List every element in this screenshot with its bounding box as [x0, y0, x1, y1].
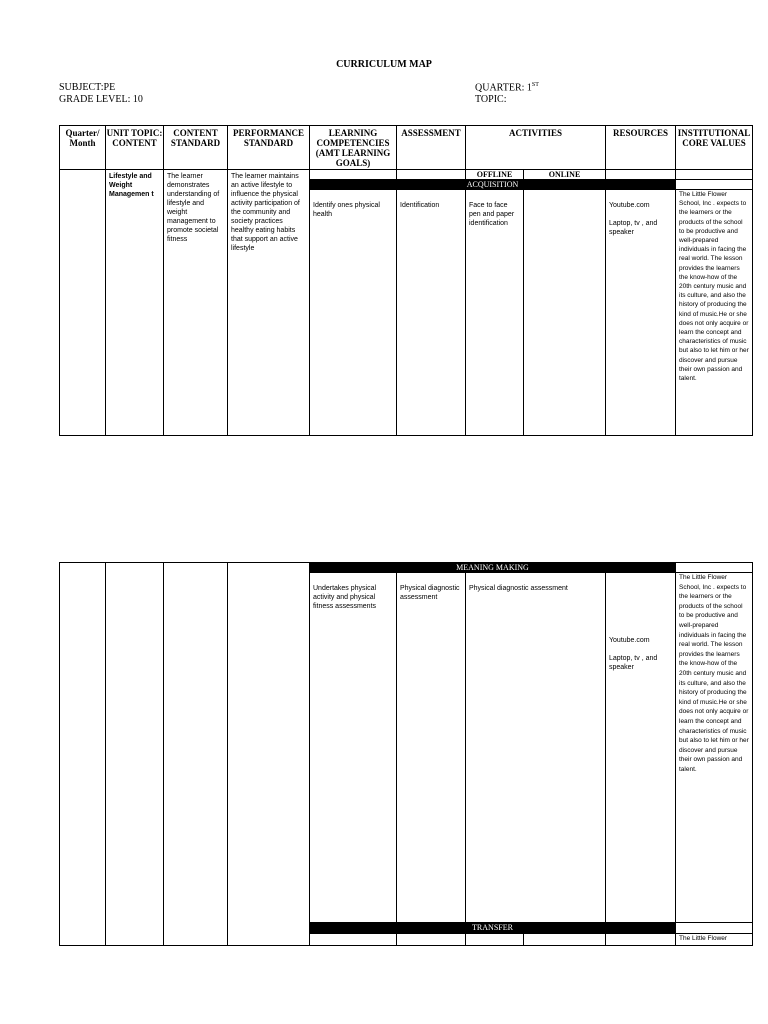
core-values-bar-blank-2 — [676, 563, 753, 573]
meaning-making-row — [60, 563, 753, 573]
header-learning-competencies: LEARNING COMPETENCIES (AMT LEARNING GOALS) — [310, 126, 397, 170]
subject-label: SUBJECT:PE — [59, 82, 116, 93]
assessment-cell-3 — [397, 934, 466, 946]
header-row — [60, 126, 753, 170]
transfer-bar: TRANSFER — [310, 923, 676, 934]
content-standard-cell-2 — [164, 563, 228, 946]
online-label: ONLINE — [524, 170, 606, 180]
resources-cell-2 — [606, 573, 676, 923]
header-activities: ACTIVITIES — [466, 126, 606, 170]
quarter-cell — [60, 170, 106, 436]
competency-cell: Identify ones physical health — [310, 190, 397, 436]
assessment-subheader-blank — [397, 170, 466, 180]
header-content-standard: CONTENT STANDARD — [164, 126, 228, 170]
performance-standard-cell-2 — [228, 563, 310, 946]
header-quarter: Quarter/ Month — [60, 126, 106, 170]
quarter-label — [475, 82, 539, 93]
resources-cell-3 — [606, 934, 676, 946]
quarter-superscript: ST — [531, 82, 539, 88]
curriculum-table-2 — [59, 562, 753, 946]
resource-equipment-2: Laptop, tv , and speaker — [609, 655, 658, 671]
assessment-cell-2: Physical diagnostic assessment — [397, 573, 466, 923]
offline-activity-cell: Face to face pen and paper identification — [466, 190, 524, 436]
resources-cell — [606, 190, 676, 436]
core-values-cell: The Little Flower School, Inc . expects to the learners or the products of the school to be productive and well-prepared individuals in facing the real world. The lesson provides the learners the know-how of the 20th century music and its culture, and also the history of producing the kind of music.He or she does not only acquire or learn the concept and characteristics of music but also to let him or her discover and pursue their own passion and talent. — [676, 190, 753, 436]
resource-website-2: Youtube.com — [609, 637, 650, 644]
competency-cell-2: Undertakes physical activity and physical fitness assessments — [310, 573, 397, 923]
core-values-bar-blank — [676, 180, 753, 190]
assessment-cell: Identification — [397, 190, 466, 436]
unit-topic-cell-2 — [106, 563, 164, 946]
core-values-bar-blank-3 — [676, 923, 753, 934]
topic-label: TOPIC: — [475, 94, 507, 105]
quarter-text: QUARTER: 1 — [475, 82, 532, 94]
unit-topic-cell: Lifestyle and Weight Managemen t — [106, 170, 164, 436]
offline-cell-3 — [466, 934, 524, 946]
core-values-subheader-blank — [676, 170, 753, 180]
meaning-making-bar: MEANING MAKING — [310, 563, 676, 573]
header-resources: RESOURCES — [606, 126, 676, 170]
grade-level-label: GRADE LEVEL: 10 — [59, 94, 143, 105]
resources-subheader-blank — [606, 170, 676, 180]
subheader-row — [60, 170, 753, 180]
core-values-cell-3: The Little Flower — [676, 934, 753, 946]
content-standard-cell: The learner demonstrates understanding of lifestyle and weight management to promote societal fitness — [164, 170, 228, 436]
resource-equipment: Laptop, tv , and speaker — [609, 220, 658, 236]
online-activity-cell — [524, 190, 606, 436]
quarter-cell-2 — [60, 563, 106, 946]
header-unit-topic: UNIT TOPIC: CONTENT — [106, 126, 164, 170]
header-assessment: ASSESSMENT — [397, 126, 466, 170]
offline-activity-cell-2: Physical diagnostic assessment — [466, 573, 606, 923]
online-cell-3 — [524, 934, 606, 946]
page-title: CURRICULUM MAP — [336, 59, 432, 70]
resource-website: Youtube.com — [609, 202, 650, 209]
header-performance-standard: PERFORMANCE STANDARD — [228, 126, 310, 170]
curriculum-table-1 — [59, 125, 753, 436]
core-values-cell-2: The Little Flower School, Inc . expects to the learners or the products of the school to be productive and well-prepared individuals in facing the real world. The lesson provides the learners the know-how of the 20th century music and its culture, and also the history of producing the kind of music.He or she does not only acquire or learn the concept and characteristics of music but also to let him or her discover and pursue their own passion and talent. — [676, 573, 753, 923]
offline-label: OFFLINE — [466, 170, 524, 180]
header-core-values: INSTITUTIONAL CORE VALUES — [676, 126, 753, 170]
competency-subheader-blank — [310, 170, 397, 180]
acquisition-bar: ACQUISITION — [310, 180, 676, 190]
competency-cell-3 — [310, 934, 397, 946]
performance-standard-cell: The learner maintains an active lifestyle to influence the physical activity participation of the community and society practices healthy eating habits that support an active lifestyle — [228, 170, 310, 436]
